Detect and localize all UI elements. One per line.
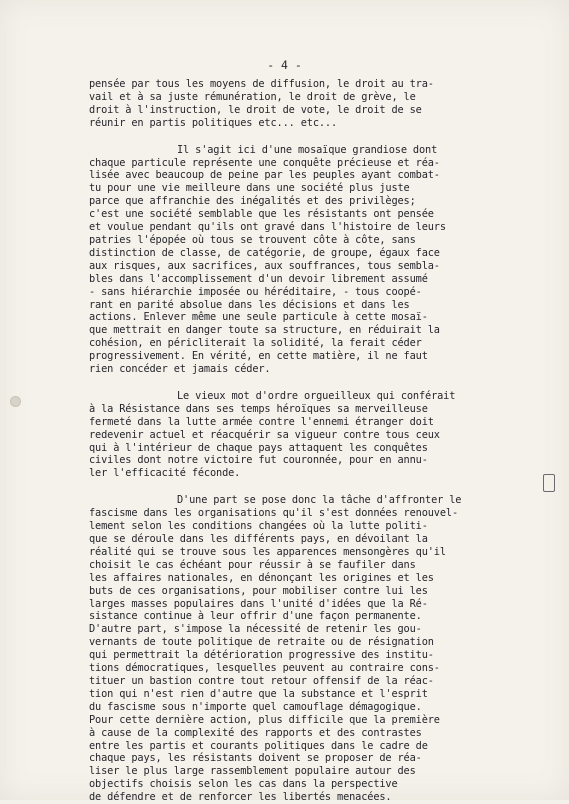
paragraph-gap bbox=[89, 130, 529, 144]
text-line: buts de ces organisations, pour mobiliser contre lui les bbox=[89, 584, 428, 597]
text-line: qui permettrait la détérioration progressive des institu- bbox=[89, 649, 434, 662]
text-line: les affaires nationales, en dénonçant les origines et les bbox=[89, 571, 434, 584]
paragraph-1 bbox=[89, 144, 529, 376]
text-line: cohésion, en péricliterait la solidité, la ferait céder bbox=[89, 337, 422, 350]
text-line: patries l'épopée où tous se trouvent côte à côte, sans bbox=[89, 233, 416, 246]
text-line: choisit le cas échéant pour réussir à se faufiler dans bbox=[89, 558, 416, 571]
text-line: actions. Enlever même une seule particule à cette mosaï- bbox=[89, 311, 428, 324]
text-line: progressivement. En vérité, en cette matière, il ne faut bbox=[89, 350, 428, 363]
text-line: c'est une société semblable que les résistants ont pensée bbox=[89, 208, 434, 221]
text-line: chaque pays, les résistants doivent se proposer de réa- bbox=[89, 752, 422, 765]
paragraph-0 bbox=[89, 78, 529, 130]
text-line: - sans hiérarchie imposée ou héréditaire, - tous coopé- bbox=[89, 285, 422, 298]
text-line: fascisme dans les organisations qu'il s'est données renouvel- bbox=[89, 507, 459, 520]
text-line: liser le plus large rassemblement populaire autour des bbox=[89, 765, 416, 778]
paragraph-gap bbox=[89, 376, 529, 390]
text-line: D'autre part, s'impose la nécessité de retenir les gou- bbox=[89, 623, 422, 636]
text-line: pensée par tous les moyens de diffusion, le droit au tra- bbox=[89, 78, 434, 90]
text-line: objectifs choisis selon les cas dans la perspective bbox=[89, 778, 398, 791]
margin-mark bbox=[543, 474, 555, 492]
document-body bbox=[89, 78, 529, 804]
text-line: tions démocratiques, lesquelles peuvent au contraire cons- bbox=[89, 662, 440, 675]
text-line: lement selon les conditions changées où la lutte politi- bbox=[89, 520, 428, 533]
text-line: lisée avec beaucoup de peine par les peuples ayant combat- bbox=[89, 169, 440, 182]
text-line: redevenir actuel et réacquérir sa vigueur contre tous ceux bbox=[89, 428, 440, 441]
text-line: à la Résistance dans ses temps héroïques sa merveilleuse bbox=[89, 402, 428, 415]
page-number: - 4 - bbox=[267, 58, 302, 72]
text-line: civiles dont notre victoire fut couronnée, pour en annu- bbox=[89, 454, 428, 467]
text-line: parce que affranchie des inégalités et des privilèges; bbox=[89, 195, 416, 208]
text-line: ler l'efficacité féconde. bbox=[89, 467, 241, 480]
text-line: réunir en partis politiques etc... etc... bbox=[89, 116, 338, 129]
text-line: droit à l'instruction, le droit de vote, le droit de se bbox=[89, 103, 422, 116]
text-line: aux risques, aux sacrifices, aux souffrances, tous sembla- bbox=[89, 259, 440, 272]
text-line: larges masses populaires dans l'unité d'idées que la Ré- bbox=[89, 597, 428, 610]
text-line: tion qui n'est rien d'autre que la substance et l'esprit bbox=[89, 687, 428, 700]
text-line: Pour cette dernière action, plus difficile que la première bbox=[89, 713, 440, 726]
text-line: du fascisme sous n'importe quel camouflage démagogique. bbox=[89, 700, 422, 713]
text-line: à cause de la complexité des rapports et des contrastes bbox=[89, 726, 422, 739]
text-line: tituer un bastion contre tout retour offensif de la réac- bbox=[89, 674, 434, 687]
paragraph-2 bbox=[89, 390, 529, 480]
text-line: que mettrait en danger toute sa structure, en réduirait la bbox=[89, 324, 440, 337]
text-line: réalité qui se trouve sous les apparences mensongères qu'il bbox=[89, 545, 446, 558]
paragraph-gap bbox=[89, 480, 529, 494]
text-line: fermeté dans la lutte armée contre l'ennemi étranger doit bbox=[89, 415, 434, 428]
text-line: tu pour une vie meilleure dans une société plus juste bbox=[89, 182, 410, 195]
text-line: de défendre et de renforcer les libertés menacées. bbox=[89, 791, 392, 804]
text-line: que se déroule dans les différents pays, en dévoilant la bbox=[89, 533, 428, 545]
text-line: qui à l'intérieur de chaque pays attaquent les conquêtes bbox=[89, 441, 428, 454]
text-line: entre les partis et courants politiques dans le cadre de bbox=[89, 739, 428, 752]
text-line: bles dans l'accomplissement d'un devoir librement assumé bbox=[89, 272, 428, 285]
text-line: Le vieux mot d'ordre orgueilleux qui conférait bbox=[177, 389, 456, 402]
text-line: chaque particule représente une conquête précieuse et réa- bbox=[89, 156, 440, 169]
punch-hole-mark bbox=[10, 396, 21, 407]
text-line: distinction de classe, de catégorie, de groupe, égaux face bbox=[89, 246, 440, 259]
text-line: et voulue pendant qu'ils ont gravé dans l'histoire de leurs bbox=[89, 221, 446, 234]
text-line: vernants de toute politique de retraite ou de résignation bbox=[89, 636, 434, 649]
text-line: vail et à sa juste rémunération, le droit de grève, le bbox=[89, 90, 416, 103]
text-line: sistance continue à leur offrir d'une façon permanente. bbox=[89, 610, 422, 623]
text-line: rant en parité absolue dans les décisions et dans les bbox=[89, 298, 410, 311]
text-line: D'une part se pose donc la tâche d'affronter le bbox=[177, 494, 462, 507]
text-line: rien concéder et jamais céder. bbox=[89, 363, 271, 376]
paragraph-3 bbox=[89, 494, 529, 804]
text-line: Il s'agit ici d'une mosaïque grandiose dont bbox=[177, 143, 438, 156]
